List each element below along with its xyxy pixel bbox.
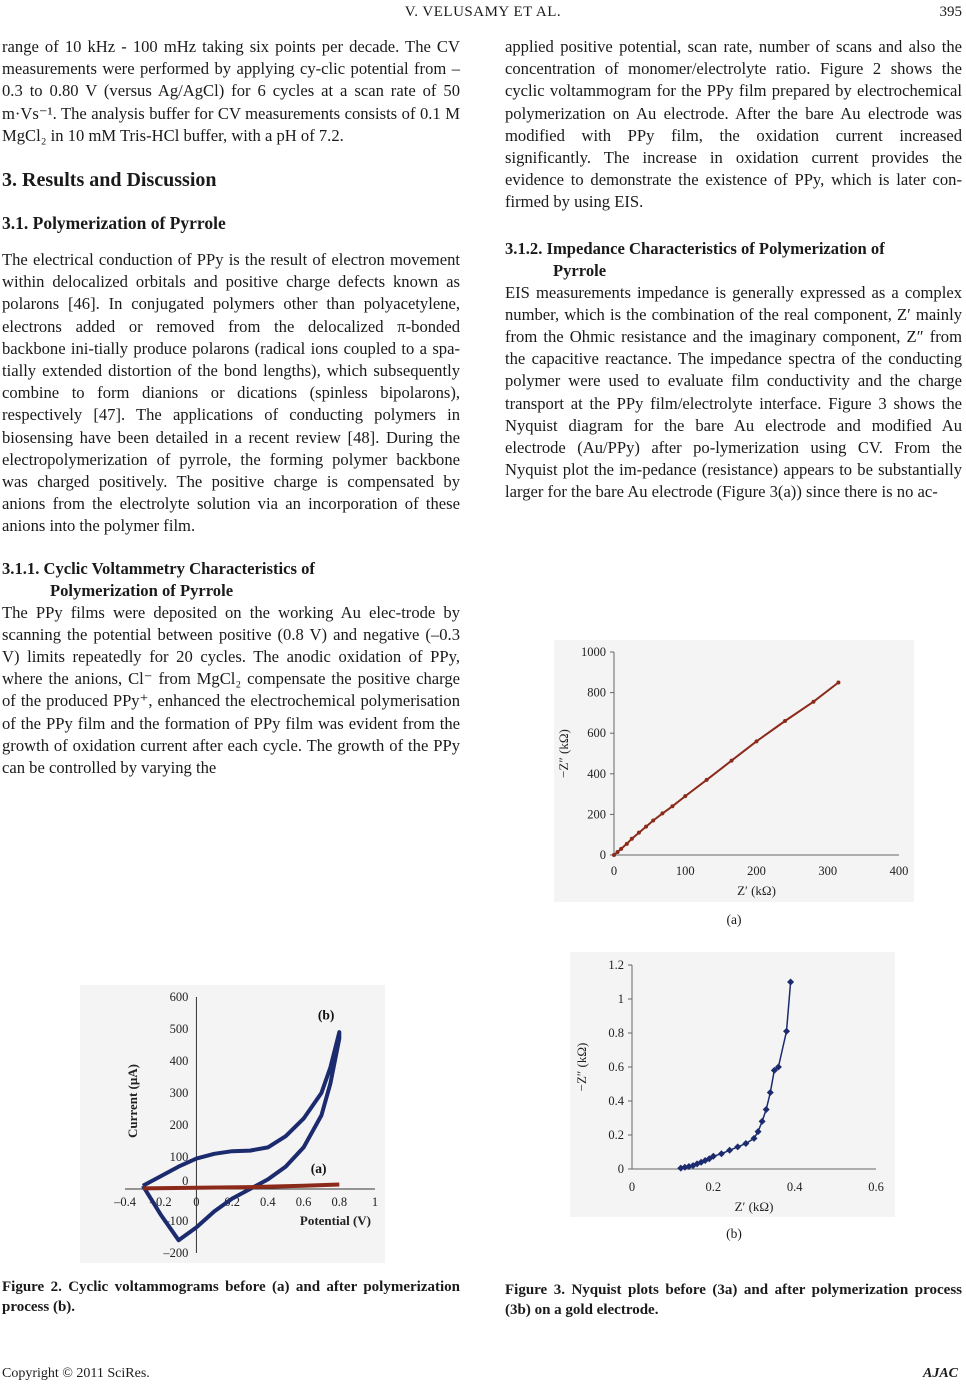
running-header — [0, 4, 966, 22]
x-axis-title: Z′ (kΩ) — [734, 1199, 774, 1214]
y-tick-label: –100 — [163, 1214, 189, 1228]
data-point — [730, 759, 734, 763]
polymerization-paragraph: The electrical conduction of PPy is the result of electron movement within delocalized orbitals and positive charge defects known as polarons [46]. In conjugated polymers other than polyacetylene, electrons added or removed from the delocalized π-bonded backbone ini-tially produce polarons (radical ions coupled to a spa-tially extended distortion of the bond lengths), which subsequently combine to form dianions or dications (spinless bipolarons), respectively [47]. The applications of conducting polymers in biosensing have been detailed in a recent review [48]. During the electropolymerization of pyrrole, the forming polymer backbone was charged positively. The positive charge is compensated by anions from the electrolyte solution via an incorporation of these anions into the polymer film. — [2, 250, 460, 536]
y-tick-label: 0 — [599, 848, 606, 862]
y-tick-label: 800 — [587, 685, 606, 700]
series-a-label: (a) — [310, 1161, 327, 1176]
x-tick-label: –0.2 — [149, 1195, 172, 1209]
y-tick-label: –200 — [163, 1246, 189, 1260]
figure-3b-label: (b) — [726, 1226, 742, 1241]
heading-line2: Pyrrole — [553, 260, 607, 280]
subsection-heading: 3.1. Polymerization of Pyrrole — [2, 213, 226, 234]
x-tick-label: 0.8 — [331, 1195, 348, 1209]
data-point — [651, 818, 655, 822]
data-point — [670, 804, 674, 808]
x-tick-label: 300 — [818, 864, 838, 878]
data-point — [683, 794, 687, 798]
heading-line2: Polymerization of Pyrrole — [50, 580, 234, 600]
x-tick-label: 400 — [889, 864, 909, 878]
y-tick-label: 300 — [169, 1086, 189, 1100]
y-tick-label: 100 — [169, 1150, 189, 1164]
header-authors: V. VELUSAMY ET AL. — [404, 4, 562, 20]
y-tick-label: 0 — [182, 1174, 189, 1188]
section-heading: 3. Results and Discussion — [2, 169, 217, 192]
x-tick-label: 0.6 — [295, 1195, 312, 1209]
data-point — [812, 700, 816, 704]
eis-paragraph: EIS measurements impedance is generally expressed as a complex number, which is the combination of the real component, Z′ mainly from the Ohmic resistance and the imaginary component, Z″ from the capacitive reactance. The impedance spectra of the conducting polymer were used to evaluate film conductivity and the charge transport at the PPy film/electrolyte interface. Figure 3 shows the Nyquist diagram for the bare Au electrode and modified Au electrode (Au/PPy) after po-lymerization using CV. From the Nyquist plot the im-pedance (resistance) appears to be substantially larger for the bare Au electrode (Figure 3(a)) since there is no ac- — [505, 282, 962, 502]
journal-name: AJAC — [922, 1366, 958, 1381]
y-tick-label: 1000 — [581, 645, 606, 659]
y-tick-label: 200 — [169, 1118, 189, 1132]
x-tick-label: 0.2 — [224, 1195, 240, 1209]
y-axis-title: −Z″ (kΩ) — [574, 1042, 589, 1092]
plot-background — [554, 640, 914, 902]
figure-3a — [554, 640, 914, 907]
figure-2-caption: Figure 2. Cyclic voltammograms before (a) and after polymerization process (b). — [2, 1279, 460, 1315]
left-column — [2, 36, 460, 779]
y-tick-label: 1 — [617, 992, 624, 1006]
right-paragraph-1: applied positive potential, scan rate, number of scans and also the concentration of monomer/electrolyte ratio. Figure 2 shows the cyclic voltammogram for the PPy film prepared by electrochemical polymerization on Au electrode. After the bare Au electrode was modified with PPy film, the oxidation current increased significantly. The increase in oxidation current provides the evidence to demonstrate the existence of PPy, which is later con-firmed by using EIS. — [505, 37, 962, 212]
data-point — [644, 825, 648, 829]
y-tick-label: 600 — [587, 726, 606, 741]
x-tick-label: 0 — [193, 1195, 200, 1209]
x-tick-label: 0.4 — [786, 1180, 803, 1194]
x-tick-label: 0 — [610, 864, 618, 878]
y-tick-label: 0.8 — [608, 1026, 624, 1040]
y-tick-label: 0.2 — [608, 1128, 624, 1142]
copyright: Copyright © 2011 SciRes. — [2, 1366, 150, 1381]
figure-2-cv-chart — [80, 985, 385, 1263]
y-tick-label: 1.2 — [608, 958, 624, 972]
figure-3-caption: Figure 3. Nyquist plots before (3a) and after polymerization process (3b) on a gold electrode. — [505, 1282, 962, 1318]
x-axis-title: Potential (V) — [299, 1213, 371, 1228]
data-point — [836, 680, 840, 684]
y-tick-label: 500 — [169, 1022, 189, 1036]
y-axis-title: −Z″ (kΩ) — [556, 729, 571, 778]
x-tick-label: 0.4 — [260, 1195, 276, 1209]
data-point — [625, 842, 629, 846]
heading-line1: 3.1.1. Cyclic Voltammetry Characteristics of — [2, 558, 315, 578]
cv-paragraph: The PPy films were deposited on the working Au elec-trode by scanning the potential between positive (0.8 V) and negative (–0.3 V) limits repeatedly for 20 cycles. The anodic oxidation of PPy, where the anions, Cl⁻ from MgCl₂ compensate the positive charge of the produced PPy⁺, enhanced the electrochemical polymerisation of the PPy film and the formation of PPy film was evident from the growth of oxidation current after each cycle. The growth of the PPy can be controlled by varying the — [2, 602, 460, 778]
figure-2 — [80, 985, 385, 1268]
y-axis-title: Current (μA) — [125, 1064, 140, 1138]
x-tick-label: 0.6 — [868, 1180, 884, 1194]
y-tick-label: 200 — [587, 807, 606, 822]
subsubsection-heading-cv — [2, 558, 460, 602]
y-tick-label: 400 — [169, 1054, 189, 1068]
x-tick-label: 100 — [675, 864, 695, 878]
page-footer — [2, 1366, 962, 1382]
data-point — [660, 811, 664, 815]
page-number: 395 — [939, 4, 962, 20]
data-point — [705, 778, 709, 782]
x-tick-label: –0.4 — [114, 1195, 136, 1209]
figure-3a-nyquist-chart — [554, 640, 914, 902]
figure-3a-label: (a) — [726, 912, 742, 927]
x-tick-label: 200 — [747, 864, 766, 878]
data-point — [612, 853, 616, 857]
series-b-label: (b) — [317, 1007, 335, 1023]
data-point — [637, 831, 641, 835]
x-tick-label: 0 — [628, 1180, 636, 1194]
x-tick-label: 0.2 — [705, 1180, 722, 1194]
x-axis-title: Z′ (kΩ) — [737, 883, 776, 898]
x-tick-label: 1 — [371, 1195, 379, 1209]
figure-3b — [570, 952, 895, 1222]
y-tick-label: 400 — [587, 766, 606, 781]
data-point — [755, 739, 759, 743]
figure-3b-nyquist-chart — [570, 952, 895, 1217]
heading-line1: 3.1.2. Impedance Characteristics of Polymerization of — [505, 238, 885, 258]
data-point — [630, 837, 634, 841]
y-tick-label: 600 — [169, 990, 189, 1004]
data-point — [619, 847, 623, 851]
y-tick-label: 0.4 — [608, 1094, 624, 1108]
right-column — [505, 36, 962, 504]
data-point — [616, 850, 620, 854]
y-tick-label: 0 — [617, 1162, 624, 1176]
subsubsection-heading-eis — [505, 238, 962, 282]
y-tick-label: 0.6 — [608, 1060, 624, 1074]
intro-paragraph: range of 10 kHz - 100 mHz taking six points per decade. The CV measurements were performed by applying cy-clic potential from –0.3 to 0.80 V (versus Ag/AgCl) for 6 cycles at a scan rate of 50 m·Vs⁻¹. The analysis buffer for CV measurements consists of 0.1 M MgCl₂ in 10 mM Tris-HCl buffer, with a pH of 7.2. — [2, 37, 460, 145]
data-point — [783, 719, 787, 723]
